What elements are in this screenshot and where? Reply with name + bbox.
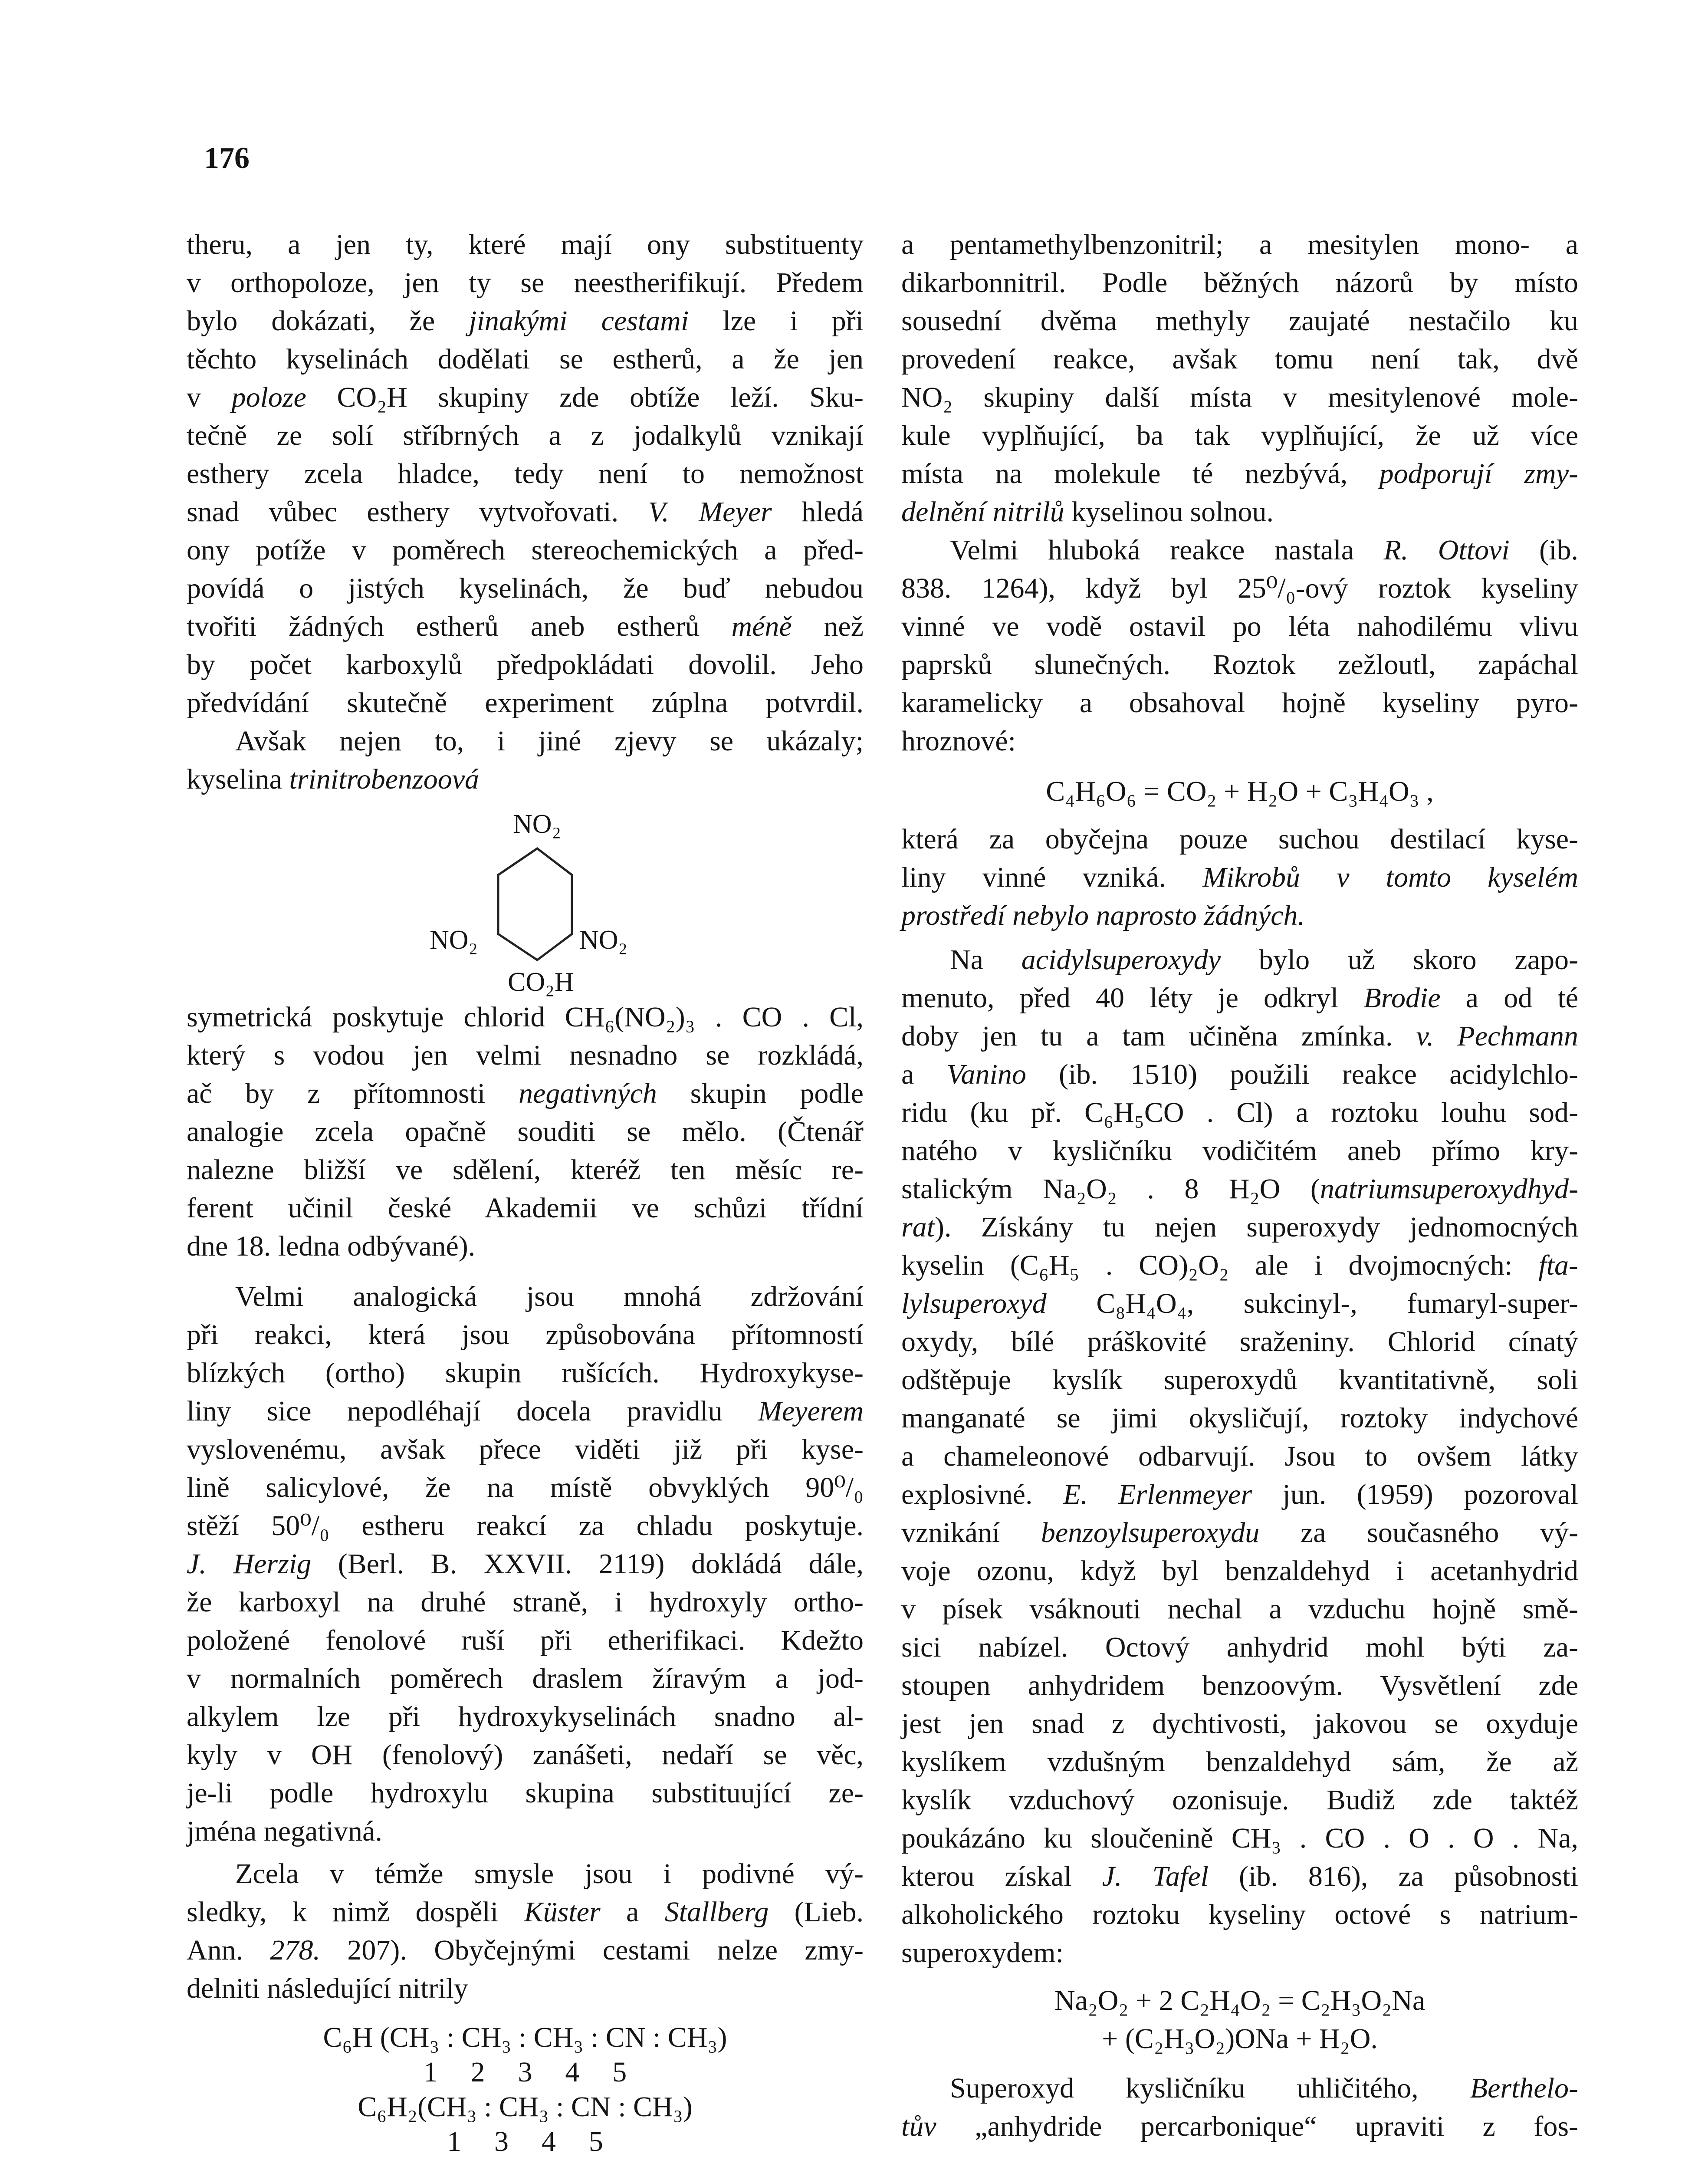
text-line bbox=[901, 2069, 1578, 2108]
text-line bbox=[187, 1227, 864, 1266]
text-segment: dikarbonnitril. Podle běžných názorů by místo bbox=[901, 267, 1578, 299]
text-line bbox=[901, 1323, 1578, 1361]
text-segment: liny vinné vzniká. bbox=[901, 861, 1203, 893]
text-line bbox=[901, 1132, 1578, 1170]
text-segment: jun. (1959) pozoroval bbox=[1252, 1479, 1578, 1510]
text-line bbox=[187, 1812, 864, 1851]
text-line bbox=[187, 1469, 864, 1507]
text-line bbox=[901, 979, 1578, 1017]
text-line bbox=[187, 569, 864, 608]
text-line bbox=[901, 264, 1578, 302]
text-line bbox=[901, 1285, 1578, 1323]
text-segment: alkylem lze při hydroxykyselinách snadno al- bbox=[187, 1701, 864, 1733]
text-line bbox=[901, 1781, 1578, 1819]
text-segment: esthery zcela hladce, tedy není to nemožnost bbox=[187, 458, 864, 490]
text-line bbox=[901, 1896, 1578, 1934]
italic-text: Brodie bbox=[1363, 982, 1441, 1014]
text-segment: by počet karboxylů předpokládati dovolil. Jeho bbox=[187, 649, 864, 681]
italic-text: J. Tafel bbox=[1102, 1861, 1209, 1892]
text-segment: provedení reakce, avšak tomu není tak, dvě bbox=[901, 343, 1578, 375]
text-segment: alkoholického roztoku kyseliny octové s natrium- bbox=[901, 1899, 1578, 1930]
text-line bbox=[901, 1934, 1578, 1972]
text-segment: karamelicky a obsahoval hojně kyseliny pyro- bbox=[901, 687, 1578, 719]
substituent-top: NO₂ bbox=[513, 809, 562, 839]
left-column bbox=[187, 226, 864, 2157]
italic-text: podporují zmy- bbox=[1379, 458, 1578, 490]
italic-text: 278. bbox=[270, 1934, 321, 1966]
text-segment: menuto, před 40 léty je odkryl bbox=[901, 982, 1364, 1014]
italic-text: Meyerem bbox=[758, 1395, 864, 1427]
text-line bbox=[187, 998, 864, 1036]
text-segment: explosivné. bbox=[901, 1479, 1063, 1510]
text-line bbox=[187, 1893, 864, 1931]
text-line bbox=[901, 1055, 1578, 1094]
italic-text: poloze bbox=[231, 381, 306, 413]
text-line bbox=[901, 1017, 1578, 1055]
text-line bbox=[901, 493, 1578, 531]
text-line bbox=[901, 1590, 1578, 1628]
italic-text: benzoylsuperoxydu bbox=[1041, 1517, 1260, 1549]
text-line bbox=[187, 340, 864, 378]
text-segment: a bbox=[600, 1896, 665, 1928]
text-segment: analogie zcela opačně souditi se mělo. (Čtenář bbox=[187, 1116, 864, 1147]
text-line bbox=[901, 1476, 1578, 1514]
text-segment: doby jen tu a tam učiněna zmínka. bbox=[901, 1020, 1416, 1052]
text-segment: kyslíkem vzdušným benzaldehyd sám, že až bbox=[901, 1746, 1578, 1778]
text-line bbox=[187, 1545, 864, 1583]
text-line bbox=[901, 684, 1578, 722]
italic-text: v. Pechmann bbox=[1416, 1020, 1578, 1052]
text-line bbox=[901, 1858, 1578, 1896]
text-segment: Avšak nejen to, i jiné zjevy se ukázaly; bbox=[235, 725, 864, 757]
text-segment: za současného vý- bbox=[1259, 1517, 1578, 1549]
text-segment: že karboxyl na druhé straně, i hydroxyly ortho- bbox=[187, 1586, 864, 1618]
text-segment: kyselina bbox=[187, 763, 289, 795]
italic-text: Vanino bbox=[946, 1059, 1026, 1090]
text-segment: C₈H₄O₄, sukcinyl-, fumaryl-super- bbox=[1046, 1288, 1578, 1319]
text-segment: + (C₂H₃O₂)ONa + H₂O. bbox=[1102, 2023, 1378, 2055]
text-line bbox=[901, 1437, 1578, 1476]
text-line bbox=[187, 2126, 864, 2157]
text-line bbox=[187, 2057, 864, 2088]
text-line bbox=[901, 1667, 1578, 1705]
text-segment: „anhydride percarbonique“ upraviti z fos- bbox=[936, 2111, 1578, 2142]
text-segment: ač by z přítomnosti bbox=[187, 1078, 519, 1109]
text-segment: sici nabízel. Octový anhydrid mohl býti za- bbox=[901, 1631, 1578, 1663]
text-line bbox=[901, 722, 1578, 760]
text-segment: než bbox=[792, 611, 864, 642]
text-segment: C₆H (CH₃ : CH₃ : CH₃ : CN : CH₃) bbox=[323, 2022, 727, 2053]
text-segment: hroznové: bbox=[901, 725, 1016, 757]
text-line bbox=[187, 1774, 864, 1812]
text-segment: Velmi hluboká reakce nastala bbox=[950, 534, 1384, 566]
text-segment: Na₂O₂ + 2 C₂H₄O₂ = C₂H₃O₂Na bbox=[1054, 1985, 1426, 2016]
text-segment: a pentamethylbenzonitril; a mesitylen mono- a bbox=[901, 229, 1578, 260]
text-segment: nalezne bližší ve sdělení, kteréž ten měsíc re- bbox=[187, 1154, 864, 1186]
right-column bbox=[901, 226, 1578, 2146]
italic-text: J. Herzig bbox=[187, 1548, 312, 1580]
text-segment: v orthopoloze, jen ty se neestherifikují. Předem bbox=[187, 267, 864, 299]
text-line bbox=[187, 1969, 864, 2008]
text-segment: tvořiti žádných estherů aneb estherů bbox=[187, 611, 732, 642]
text-segment: odštěpuje kyslík superoxydů kvantitativně, soli bbox=[901, 1364, 1578, 1396]
text-segment: 1 2 3 4 5 bbox=[423, 2056, 627, 2088]
text-line bbox=[187, 1036, 864, 1075]
text-segment: ferent učinil české Akademii ve schůzi třídní bbox=[187, 1192, 864, 1224]
text-line bbox=[901, 340, 1578, 378]
text-line bbox=[901, 1819, 1578, 1858]
text-line bbox=[901, 1246, 1578, 1285]
text-line bbox=[901, 773, 1578, 811]
text-line bbox=[187, 1278, 864, 1316]
text-line bbox=[901, 417, 1578, 455]
text-line bbox=[187, 1736, 864, 1774]
text-line bbox=[187, 455, 864, 493]
text-line bbox=[187, 1430, 864, 1469]
substituent-left: NO₂ bbox=[430, 925, 478, 955]
text-line bbox=[187, 1316, 864, 1354]
text-segment: 838. 1264), když byl 25⁰/₀-ový roztok kyseliny bbox=[901, 572, 1578, 604]
substituent-right: NO₂ bbox=[579, 925, 628, 955]
text-segment: (ib. 816), za působnosti bbox=[1209, 1861, 1578, 1892]
text-segment: položené fenolové ruší při etherifikaci. Kdežto bbox=[187, 1624, 864, 1656]
italic-text: méně bbox=[731, 611, 792, 642]
text-segment: (ib. bbox=[1509, 534, 1578, 566]
text-segment: Velmi analogická jsou mnohá zdržování bbox=[235, 1281, 864, 1312]
text-line bbox=[901, 1552, 1578, 1590]
benzene-ring-structure bbox=[187, 799, 864, 998]
text-line bbox=[901, 455, 1578, 493]
text-segment: při reakci, která jsou způsobována přítomností bbox=[187, 1319, 864, 1351]
text-segment: kyselinou solnou. bbox=[1064, 496, 1274, 528]
text-segment: (Lieb. bbox=[769, 1896, 864, 1928]
text-line bbox=[187, 417, 864, 455]
text-segment: a chameleonové odbarvují. Jsou to ovšem látky bbox=[901, 1440, 1578, 1472]
text-line bbox=[187, 1621, 864, 1660]
text-line bbox=[901, 608, 1578, 646]
text-segment: kyselin (C₆H₅ . CO)₂O₂ ale i dvojmocných: bbox=[901, 1249, 1539, 1281]
italic-text: lylsuperoxyd bbox=[901, 1288, 1047, 1319]
text-segment: lině salicylové, že na místě obvyklých 90⁰/₀ bbox=[187, 1472, 864, 1503]
text-segment: NO₂ skupiny další místa v mesitylenové mole- bbox=[901, 381, 1578, 413]
italic-text: Berthelo- bbox=[1470, 2072, 1578, 2104]
text-segment: skupin podle bbox=[657, 1078, 864, 1109]
text-line bbox=[187, 1189, 864, 1227]
text-segment: paprsků slunečných. Roztok zežloutl, zapáchal bbox=[901, 649, 1578, 681]
text-segment: tečně ze solí stříbrných a z jodalkylů vznikají bbox=[187, 420, 864, 451]
text-line bbox=[901, 1705, 1578, 1743]
text-segment: vinné ve vodě ostavil po léta nahodilému vlivu bbox=[901, 611, 1578, 642]
text-segment: C₄H₆O₆ = CO₂ + H₂O + C₃H₄O₃ , bbox=[1046, 776, 1434, 807]
text-segment: předvídání skutečně experiment zúplna potvrdil. bbox=[187, 687, 864, 719]
text-line bbox=[187, 264, 864, 302]
text-line bbox=[187, 646, 864, 684]
text-segment: dne 18. ledna odbývané). bbox=[187, 1230, 476, 1262]
text-segment: těchto kyselinách dodělati se estherů, a že jen bbox=[187, 343, 864, 375]
text-segment: ). Získány tu nejen superoxydy jednomocných bbox=[935, 1211, 1578, 1243]
italic-text: trinitrobenzoová bbox=[289, 763, 479, 795]
text-segment: kyly v OH (fenolový) zanášeti, nedaří se věc, bbox=[187, 1739, 864, 1771]
text-segment: v bbox=[187, 381, 232, 413]
italic-text: prostředí nebylo naprosto žádných. bbox=[901, 900, 1305, 931]
text-segment: ony potíže v poměrech stereochemických a před- bbox=[187, 534, 864, 566]
text-line bbox=[901, 646, 1578, 684]
text-segment: je-li podle hydroxylu skupina substituující ze- bbox=[187, 1777, 864, 1809]
italic-text: Mikrobů v tomto kyselém bbox=[1202, 861, 1578, 893]
text-segment: snad vůbec esthery vytvořovati. bbox=[187, 496, 648, 528]
text-segment: vznikání bbox=[901, 1517, 1041, 1549]
text-line bbox=[187, 531, 864, 569]
text-segment: stalickým Na₂O₂ . 8 H₂O ( bbox=[901, 1173, 1320, 1205]
italic-text: E. Erlenmeyer bbox=[1063, 1479, 1252, 1510]
text-line bbox=[187, 1507, 864, 1545]
text-line bbox=[901, 569, 1578, 608]
text-line bbox=[901, 1208, 1578, 1246]
text-segment: 1 3 4 5 bbox=[447, 2126, 603, 2157]
text-line bbox=[901, 1628, 1578, 1667]
italic-text: natriumsuperoxydhyd- bbox=[1320, 1173, 1578, 1205]
text-line bbox=[187, 1354, 864, 1392]
italic-text: acidylsuperoxydy bbox=[1021, 944, 1221, 976]
text-segment: oxydy, bílé práškovité sraženiny. Chlorid cínatý bbox=[901, 1326, 1578, 1358]
text-segment: (Berl. B. XXVII. 2119) dokládá dále, bbox=[311, 1548, 864, 1580]
text-segment: Ann. bbox=[187, 1934, 270, 1966]
text-line bbox=[187, 378, 864, 417]
text-line bbox=[901, 1170, 1578, 1208]
text-line bbox=[901, 858, 1578, 897]
text-segment: v písek vsáknouti nechal a vzduchu hojně smě- bbox=[901, 1593, 1578, 1625]
text-line bbox=[901, 897, 1578, 935]
text-line bbox=[901, 941, 1578, 979]
text-line bbox=[901, 2108, 1578, 2146]
text-segment: kterou získal bbox=[901, 1861, 1102, 1892]
text-segment: theru, a jen ty, které mají ony substituenty bbox=[187, 229, 864, 260]
text-line bbox=[901, 1743, 1578, 1781]
text-segment: Na bbox=[950, 944, 1022, 976]
italic-text: rat bbox=[901, 1211, 935, 1243]
text-segment: bylo dokázati, že bbox=[187, 305, 469, 337]
text-segment: delniti následující nitrily bbox=[187, 1973, 468, 2004]
text-line bbox=[187, 2088, 864, 2126]
text-segment: ridu (ku př. C₆H₅CO . Cl) a roztoku louhu sod- bbox=[901, 1097, 1578, 1128]
italic-text: R. Ottovi bbox=[1383, 534, 1510, 566]
text-segment: superoxydem: bbox=[901, 1937, 1064, 1969]
text-segment: C₆H₂(CH₃ : CH₃ : CN : CH₃) bbox=[358, 2091, 693, 2123]
substituent-bottom: CO₂H bbox=[508, 967, 574, 997]
text-line bbox=[901, 302, 1578, 340]
text-segment: povídá o jistých kyselinách, že buď nebudou bbox=[187, 572, 864, 604]
text-line bbox=[901, 1982, 1578, 2020]
text-segment: kule vyplňující, ba tak vyplňující, že už více bbox=[901, 420, 1578, 451]
text-segment: voje ozonu, když byl benzaldehyd i acetanhydrid bbox=[901, 1555, 1578, 1587]
text-segment: vyslovenému, avšak přece viděti již při kyse- bbox=[187, 1434, 864, 1465]
italic-text: negativných bbox=[519, 1078, 657, 1109]
text-segment: symetrická poskytuje chlorid CH₆(NO₂)₃ . CO . Cl, bbox=[187, 1001, 864, 1033]
italic-text: jinakými cestami bbox=[469, 305, 689, 337]
text-line bbox=[901, 1361, 1578, 1399]
text-segment: liny sice nepodléhají docela pravidlu bbox=[187, 1395, 758, 1427]
text-segment: bylo už skoro zapo- bbox=[1221, 944, 1578, 976]
text-segment: a bbox=[901, 1059, 947, 1090]
text-segment: Superoxyd kysličníku uhličitého, bbox=[950, 2072, 1470, 2104]
text-segment: lze i při bbox=[689, 305, 864, 337]
text-line bbox=[187, 1583, 864, 1621]
text-line bbox=[187, 493, 864, 531]
text-line bbox=[187, 684, 864, 722]
text-segment: natého v kysličníku vodičitém aneb přímo kry- bbox=[901, 1135, 1578, 1167]
text-segment: 207). Obyčejnými cestami nelze zmy- bbox=[320, 1934, 864, 1966]
text-line bbox=[901, 1399, 1578, 1437]
text-line bbox=[901, 2020, 1578, 2058]
text-line bbox=[187, 760, 864, 799]
text-segment: sousední dvěma methyly zaujaté nestačilo ku bbox=[901, 305, 1578, 337]
text-segment: kyslík vzduchový ozonisuje. Budiž zde taktéž bbox=[901, 1784, 1578, 1816]
text-line bbox=[901, 378, 1578, 417]
text-segment: a od té bbox=[1440, 982, 1578, 1014]
text-segment: která za obyčejna pouze suchou destilací kyse- bbox=[901, 823, 1578, 855]
text-segment: poukázáno ku sloučenině CH₃ . CO . O . O . Na, bbox=[901, 1822, 1578, 1854]
text-line bbox=[901, 1094, 1578, 1132]
text-line bbox=[901, 226, 1578, 264]
text-segment: Zcela v témže smysle jsou i podivné vý- bbox=[235, 1858, 864, 1890]
text-line bbox=[187, 1075, 864, 1113]
text-segment: stěží 50⁰/₀ estheru reakcí za chladu poskytuje. bbox=[187, 1510, 864, 1542]
text-segment: místa na molekule té nezbývá, bbox=[901, 458, 1380, 490]
text-segment: CO₂H skupiny zde obtíže leží. Sku- bbox=[306, 381, 864, 413]
text-line bbox=[187, 1855, 864, 1893]
italic-text: tův bbox=[901, 2111, 936, 2142]
text-line bbox=[187, 608, 864, 646]
text-segment: blízkých (ortho) skupin rušících. Hydroxykyse- bbox=[187, 1357, 864, 1389]
text-segment: jména negativná. bbox=[187, 1815, 382, 1847]
text-line bbox=[901, 820, 1578, 858]
text-segment: manganaté se jimi okysličují, roztoky indychové bbox=[901, 1402, 1578, 1434]
text-line bbox=[901, 1514, 1578, 1552]
text-line bbox=[187, 1660, 864, 1698]
text-segment: jest jen snad z dychtivosti, jakovou se oxyduje bbox=[901, 1708, 1578, 1739]
text-segment: v normalních poměrech draslem žíravým a jod- bbox=[187, 1663, 864, 1694]
text-line bbox=[187, 302, 864, 340]
text-segment: hledá bbox=[772, 496, 864, 528]
text-line bbox=[187, 1392, 864, 1430]
page-number: 176 bbox=[204, 141, 250, 175]
text-line bbox=[187, 1931, 864, 1969]
text-line bbox=[187, 2019, 864, 2057]
italic-text: Stallberg bbox=[664, 1896, 769, 1928]
text-line bbox=[187, 1113, 864, 1151]
text-line bbox=[187, 1698, 864, 1736]
text-segment: stoupen anhydridem benzoovým. Vysvětlení zde bbox=[901, 1670, 1578, 1701]
text-line bbox=[901, 531, 1578, 569]
text-segment: který s vodou jen velmi nesnadno se rozkládá, bbox=[187, 1039, 864, 1071]
italic-text: V. Meyer bbox=[648, 496, 772, 528]
text-segment: sledky, k nimž dospěli bbox=[187, 1896, 524, 1928]
italic-text: delnění nitrilů bbox=[901, 496, 1064, 528]
text-segment: (ib. 1510) použili reakce acidylchlo- bbox=[1026, 1059, 1578, 1090]
italic-text: Küster bbox=[524, 1896, 601, 1928]
text-line bbox=[187, 226, 864, 264]
text-line bbox=[187, 722, 864, 760]
text-line bbox=[187, 1151, 864, 1189]
italic-text: fta- bbox=[1538, 1249, 1578, 1281]
